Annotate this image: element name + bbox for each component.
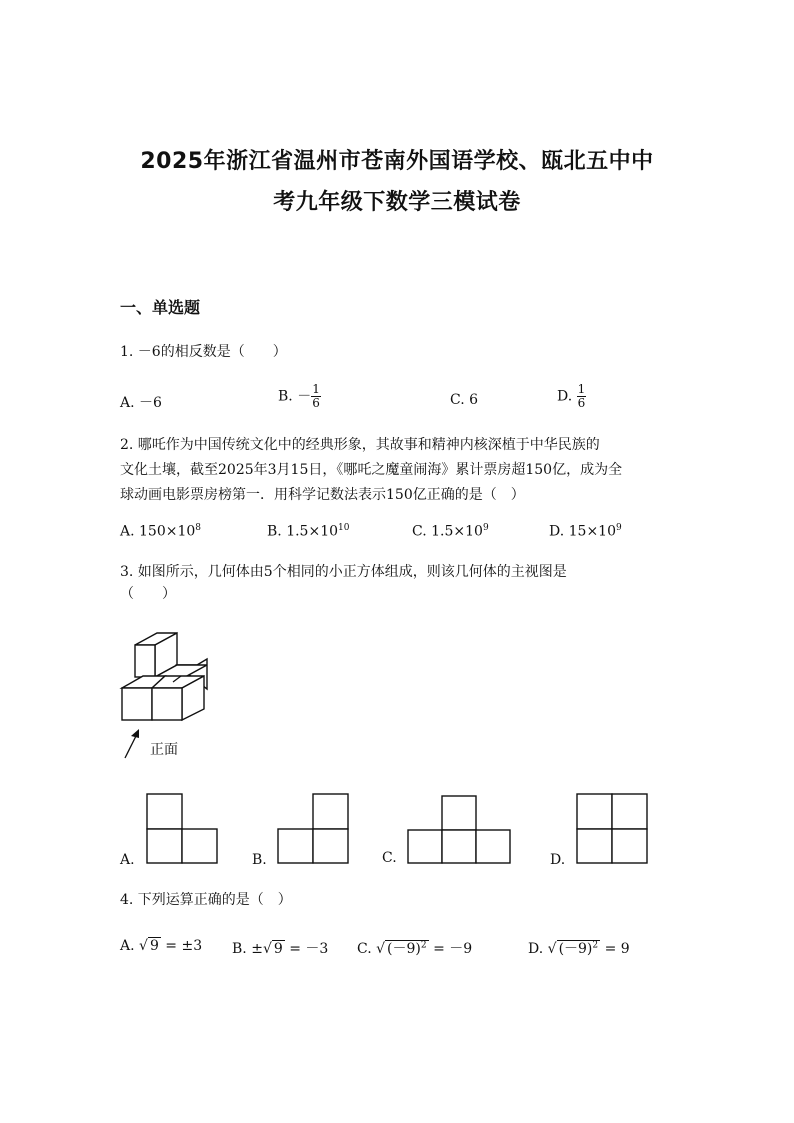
q1-option-d — [557, 383, 586, 410]
option-label: D. — [549, 523, 565, 540]
q1-option-b-label: B. － — [278, 388, 312, 405]
q3-option-d-label: D. — [550, 852, 566, 868]
option-label: C. — [357, 941, 372, 957]
fraction-denominator: 6 — [577, 396, 586, 410]
option-exponent: 9 — [616, 523, 622, 533]
q3-option-b-figure — [277, 793, 349, 865]
front-view-label: 正面 — [150, 742, 178, 758]
q4-option-a — [120, 938, 202, 954]
square — [612, 794, 647, 829]
q1-option-c: C. 6 — [450, 392, 479, 408]
q1-option-d-fraction — [577, 383, 587, 410]
square — [147, 829, 182, 863]
option-exponent: 10 — [338, 523, 350, 533]
q3-option-c-figure — [407, 795, 512, 865]
option-result: = －9 — [428, 941, 473, 957]
option-result: = ±3 — [160, 938, 203, 954]
square — [147, 794, 182, 829]
question-3-line-1: 3. 如图所示，几何体由5个相同的小正方体组成，则该几何体的主视图是 — [120, 564, 567, 580]
square — [577, 794, 612, 829]
square — [476, 830, 510, 863]
square — [182, 829, 217, 863]
doc-title-line-1: 2025年浙江省温州市苍南外国语学校、瓯北五中中 — [140, 149, 654, 174]
option-label: C. — [412, 523, 427, 540]
option-label: B. — [267, 523, 282, 540]
q3-option-b-label: B. — [252, 852, 267, 868]
sqrt-sign: √ — [547, 941, 557, 957]
fraction-denominator: 6 — [312, 396, 320, 410]
radicand-base: (－9) — [558, 941, 593, 957]
option-exponent: 9 — [482, 523, 489, 533]
fraction-numerator: 1 — [312, 382, 320, 396]
q1-option-b — [278, 383, 321, 410]
q1-option-a: A. －6 — [120, 395, 162, 411]
plus-minus: ± — [251, 941, 263, 957]
radicand-base: (－9) — [387, 941, 421, 957]
q1-option-b-fraction — [311, 383, 321, 410]
q3-option-d-figure — [576, 793, 648, 865]
sqrt-sign: √ — [376, 941, 386, 957]
square — [408, 830, 442, 863]
question-1-stem: 1. －6的相反数是（ ） — [120, 344, 287, 360]
option-result: = 9 — [600, 941, 630, 957]
square — [278, 829, 313, 863]
question-2-line-1: 2. 哪吒作为中国传统文化中的经典形象，其故事和精神内核深植于中华民族的 — [120, 437, 600, 453]
square — [313, 794, 348, 829]
radicand — [385, 940, 429, 957]
question-2-line-2: 文化土壤，截至2025年3月15日，《哪吒之魔童闹海》累计票房超150亿，成为全 — [120, 462, 623, 478]
q4-option-b — [232, 938, 328, 958]
q1-option-d-label: D. — [557, 388, 573, 405]
option-base: 150×10 — [139, 523, 196, 540]
question-4-stem: 4. 下列运算正确的是（ ） — [120, 892, 292, 908]
option-exponent: 8 — [195, 523, 202, 533]
q4-option-d — [528, 938, 630, 958]
bottom-right-front — [152, 688, 182, 720]
option-label: D. — [528, 941, 544, 957]
q2-option-b — [267, 523, 349, 540]
top-cube-front-face — [135, 645, 155, 677]
q3-option-a-figure — [146, 793, 218, 865]
q2-option-d — [549, 523, 622, 540]
option-label: B. — [232, 941, 247, 957]
q4-option-c — [357, 938, 472, 958]
radicand-exponent: 2 — [420, 940, 427, 951]
radicand: 9 — [149, 938, 159, 954]
square — [442, 830, 476, 863]
sqrt-sign: √ — [262, 941, 272, 957]
doc-title-line-2: 考九年级下数学三模试卷 — [273, 190, 521, 215]
q3-option-a-label: A. — [120, 852, 135, 868]
radicand-exponent: 2 — [592, 940, 599, 951]
front-arrow-shaft — [125, 734, 137, 758]
option-base: 15×10 — [568, 523, 616, 540]
bottom-left-front — [122, 688, 152, 720]
option-base: 1.5×10 — [431, 523, 483, 540]
option-label: A. — [120, 523, 135, 540]
radicand: 9 — [273, 941, 283, 957]
radicand — [557, 940, 601, 957]
question-3-line-2: （ ） — [120, 586, 176, 602]
option-result: = －3 — [284, 941, 329, 957]
q3-option-c-label: C. — [382, 850, 397, 866]
square — [313, 829, 348, 863]
front-arrow-head — [131, 729, 139, 738]
q2-option-c — [412, 523, 489, 540]
option-label: A. — [120, 938, 135, 954]
square — [442, 796, 476, 830]
question-2-line-3: 球动画电影票房榜第一．用科学记数法表示150亿正确的是（ ） — [120, 487, 525, 503]
fraction-numerator: 1 — [577, 382, 586, 396]
sqrt-sign: √ — [139, 938, 148, 954]
square — [612, 829, 647, 863]
square — [577, 829, 612, 863]
q2-option-a — [120, 523, 201, 540]
section-heading: 一、单选题 — [120, 298, 201, 317]
option-base: 1.5×10 — [286, 523, 339, 540]
